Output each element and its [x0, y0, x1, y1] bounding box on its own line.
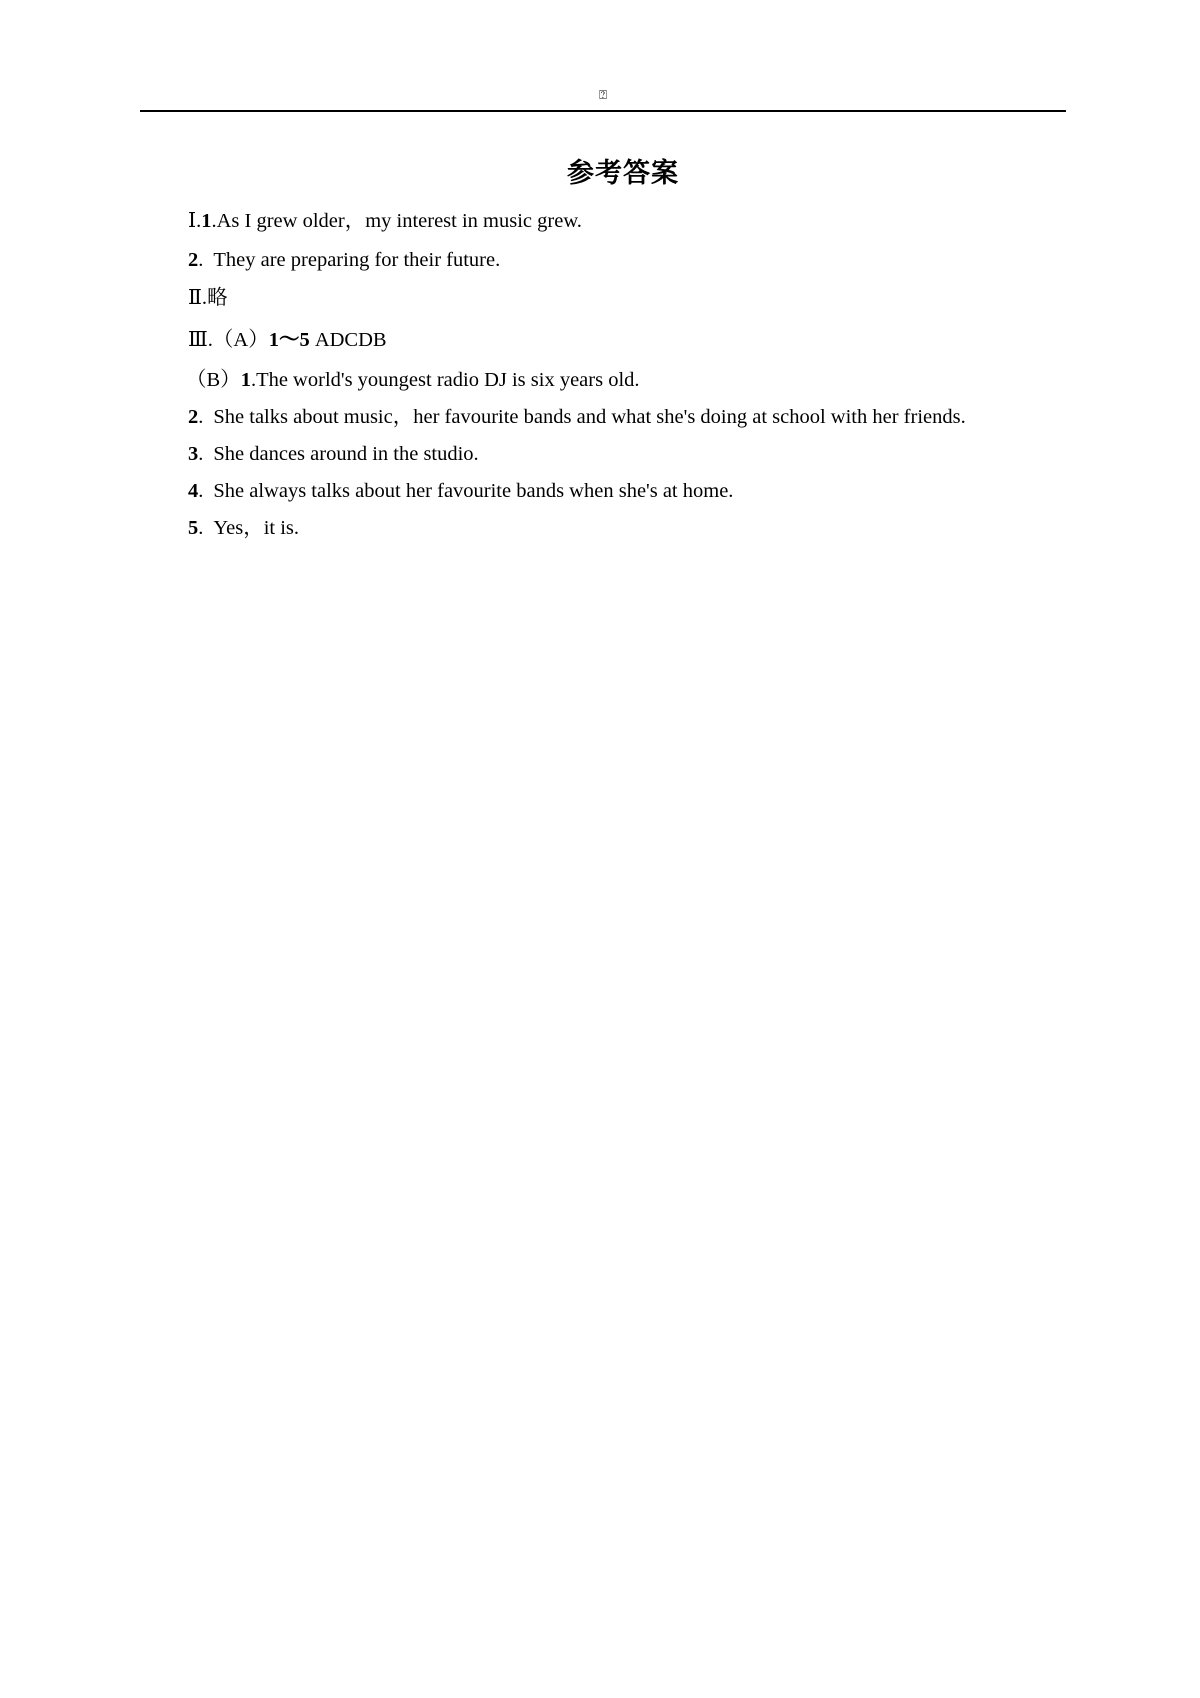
- item-number: 5: [188, 517, 199, 539]
- item-separator: .: [198, 517, 204, 539]
- item-number: 3: [188, 443, 199, 465]
- item-separator: .: [198, 480, 204, 502]
- answer-line-5: [186, 367, 640, 393]
- page-title: 参考答案: [567, 158, 679, 189]
- answer-text: She dances around in the studio.: [213, 443, 479, 465]
- item-number: 2: [188, 249, 199, 271]
- answer-line-9: [188, 515, 299, 541]
- answer-text: They are preparing for their future.: [213, 249, 501, 271]
- answer-text: ADCDB: [314, 329, 387, 351]
- answer-text: She always talks about her favourite bands when she's at home.: [213, 480, 734, 502]
- section-prefix: （B）: [186, 369, 241, 391]
- section-prefix: Ⅰ.: [188, 210, 202, 232]
- item-number: 2: [188, 406, 199, 428]
- answer-text: 略: [207, 287, 228, 309]
- header-placeholder-icon: ⍰: [599, 88, 607, 103]
- answer-line-1: [188, 208, 582, 234]
- item-number: 1: [240, 369, 251, 391]
- item-number: 1: [201, 210, 212, 232]
- answer-line-3: [188, 285, 228, 311]
- item-separator: .: [198, 443, 204, 465]
- answer-line-4: [188, 327, 387, 353]
- answer-text: The world's youngest radio DJ is six years old.: [256, 369, 640, 391]
- answer-line-8: [188, 478, 733, 504]
- item-separator: .: [211, 210, 217, 232]
- page-header: [140, 84, 1066, 112]
- answer-text: She talks about music，her favourite bands and what she's doing at school with her friends.: [213, 406, 966, 428]
- section-prefix: Ⅲ.（A）: [188, 329, 269, 351]
- item-separator: .: [250, 369, 257, 391]
- item-separator: .: [198, 249, 204, 271]
- answer-text: As I grew older，my interest in music grew.: [216, 210, 582, 232]
- answer-text: Yes，it is.: [213, 517, 300, 539]
- answer-line-7: [188, 441, 479, 467]
- item-number: 1～5: [268, 329, 310, 351]
- section-prefix: Ⅱ.: [188, 287, 208, 309]
- item-number: 4: [188, 480, 199, 502]
- item-separator: .: [198, 406, 204, 428]
- answer-line-6: [188, 404, 966, 430]
- answer-line-2: [188, 247, 500, 273]
